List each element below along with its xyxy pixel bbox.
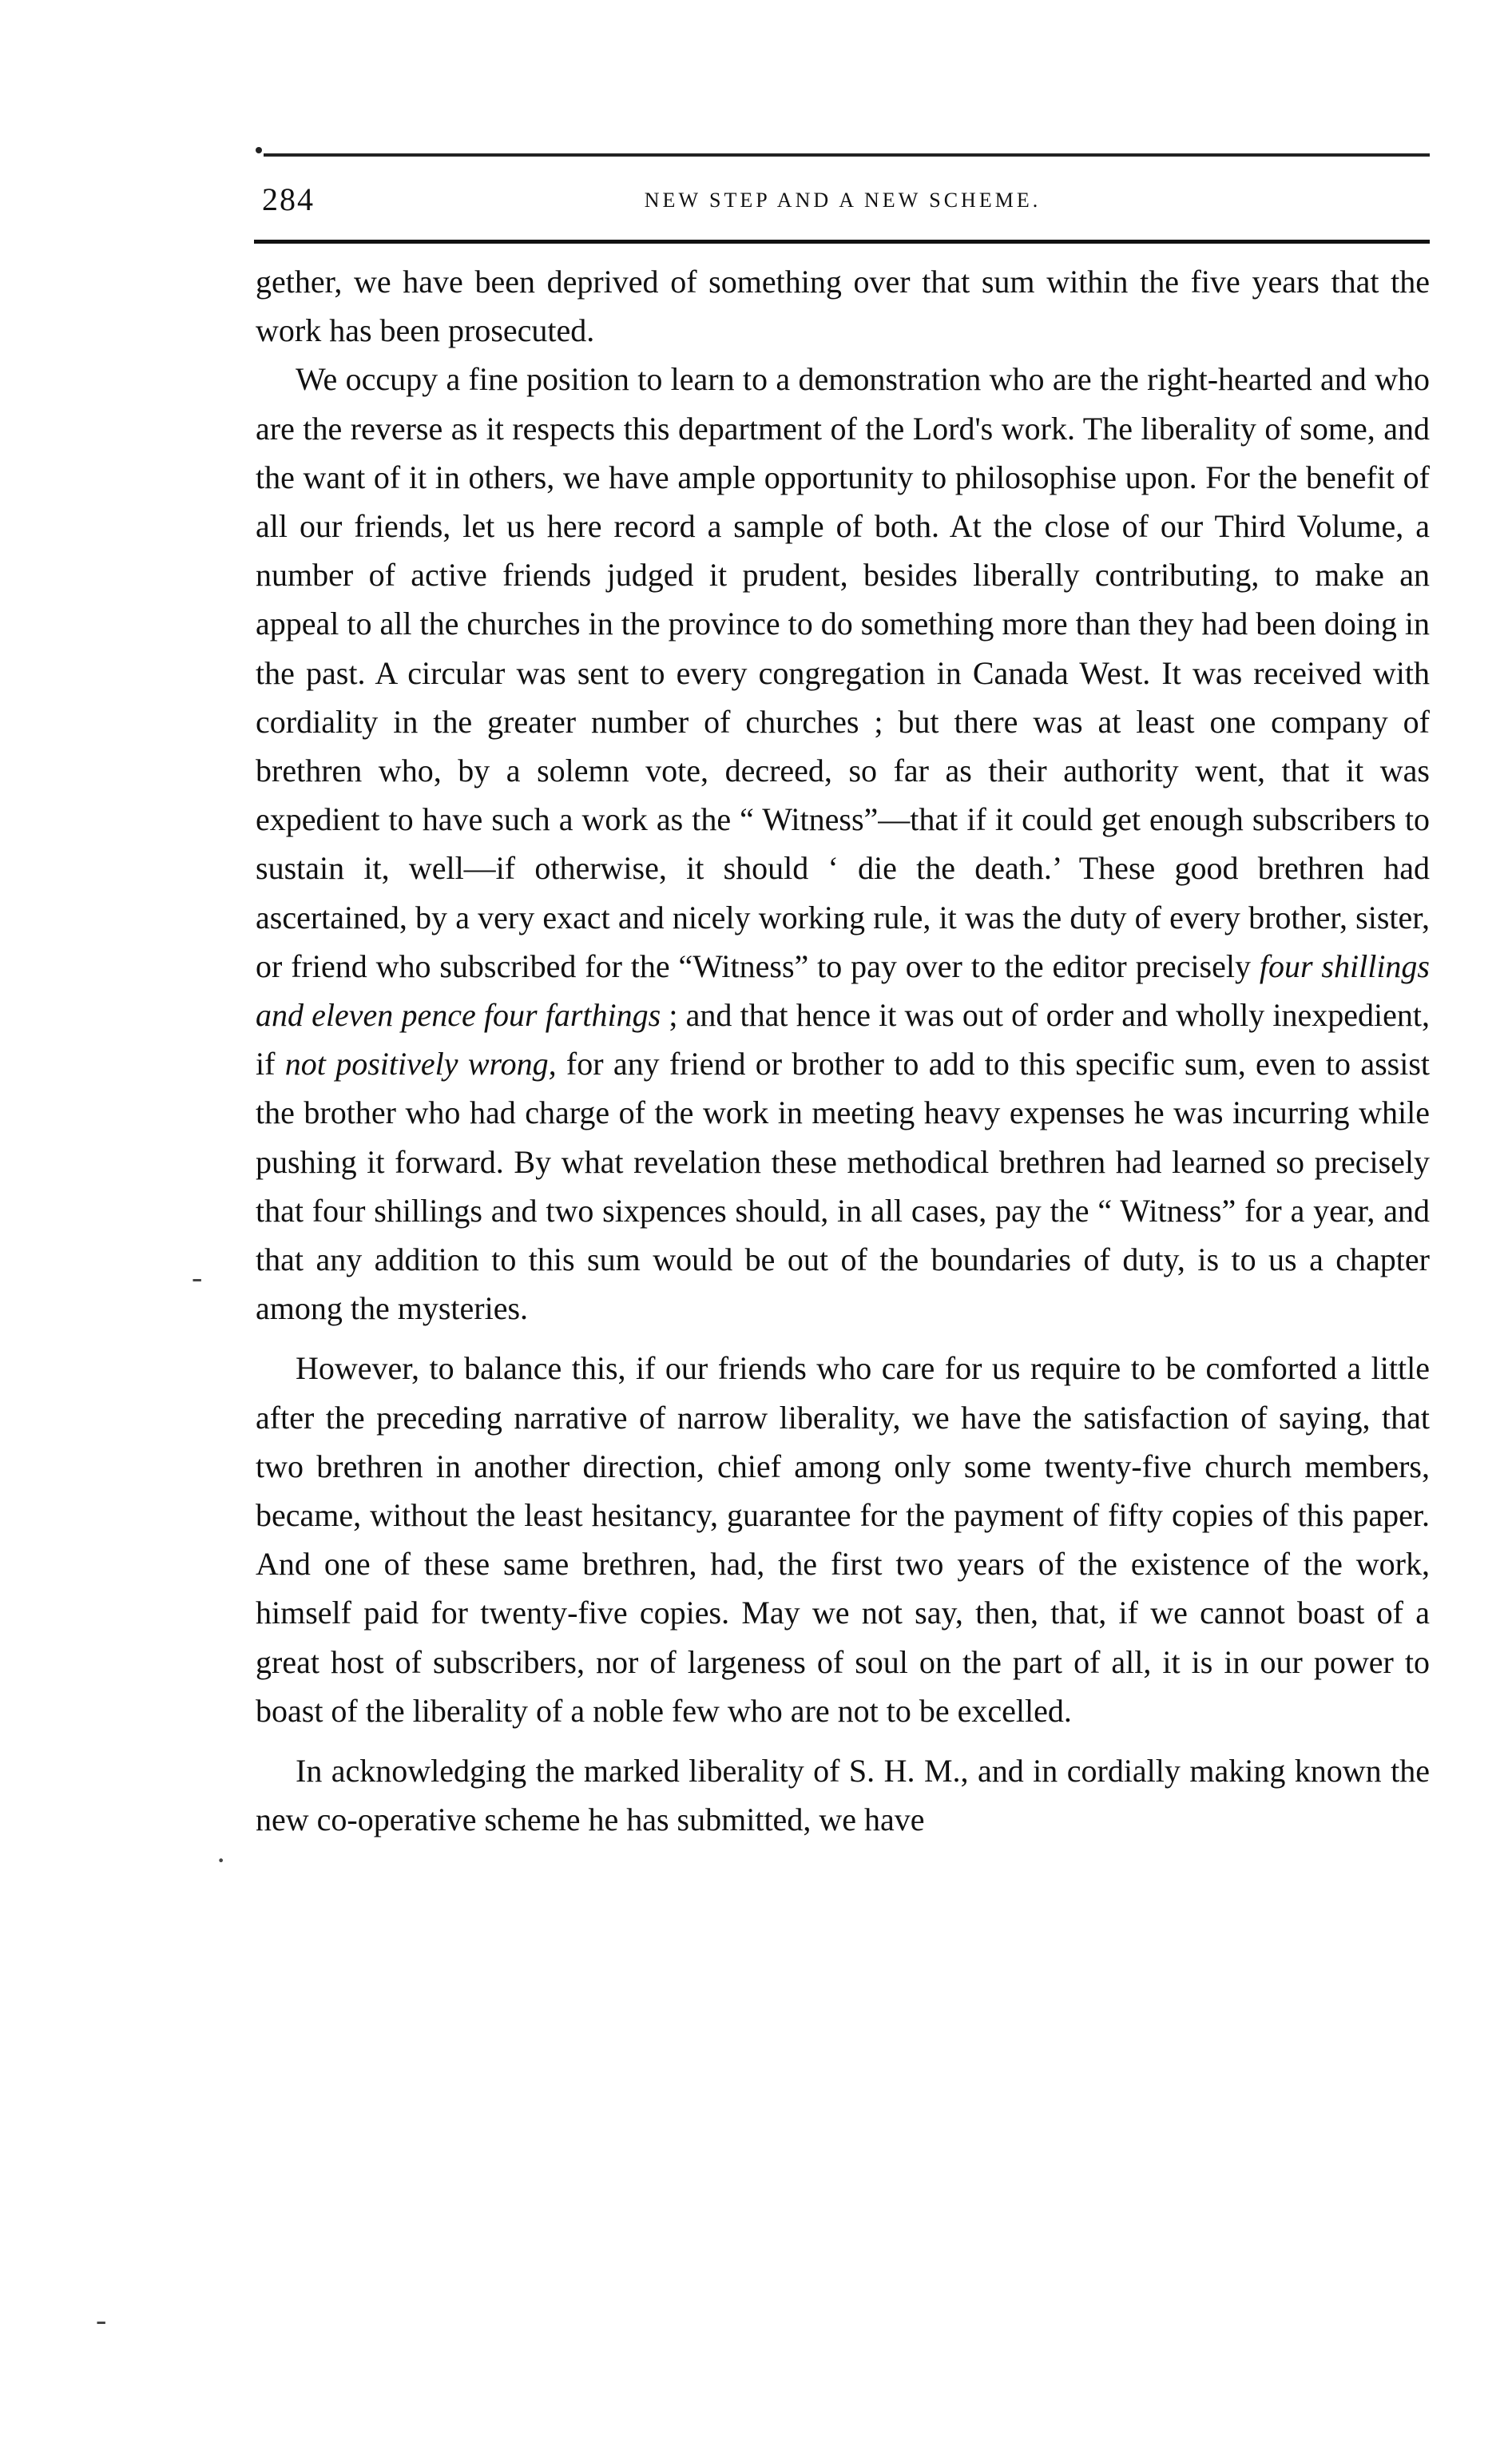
page-number: 284	[262, 181, 315, 217]
page-header	[256, 174, 1430, 222]
paragraph-2-italic-2: not positively wrong,	[284, 1046, 557, 1082]
margin-dot-mark: ·	[216, 1842, 227, 1878]
paragraph-2	[256, 355, 1430, 1333]
paragraph-2-part-3: for any friend or brother to add to this specific sum, even to assist the brother who had charge of the work in meeting heavy expenses he was incurring while pushing it forward. By what revelation these methodical brethren had learned so precisely that four shillings and two sixpences should, in all cases, pay the “ Witness” for a year, and that any addition to this sum would be out of the boundaries of duty, is to us a chapter among the mysteries.	[256, 1046, 1431, 1327]
header-rule	[254, 240, 1430, 244]
paragraph-2-part-2: ; and that hence it was out of order and wholly inexpedient, if	[256, 997, 1430, 1082]
margin-dash-mark: -	[192, 1259, 203, 1295]
paragraph-3: However, to balance this, if our friends who care for us require to be comforted a little after the preceding narrative of narrow liberality, we have the satisfaction of saying, that two brethren in another direction, chief among only some twenty-five church members, became, without the least hesitancy, guarantee for the payment of fifty copies of this paper. And one of these same brethren, had, the first two years of the existence of the work, himself paid for twenty-five copies. May we not say, then, that, if we cannot boast of a great host of subscribers, nor of largeness of soul on the part of all, it is in our power to boast of the liberality of a noble few who are not to be excelled.	[256, 1350, 1430, 1729]
margin-dash-mark-lower: -	[96, 2302, 107, 2338]
paragraph-4: In acknowledging the marked liberality of S. H. M., and in cordially making known the new co-operative scheme he has submitted, we have	[256, 1753, 1430, 1838]
body-text	[256, 257, 1430, 1845]
paragraph-2-italic-1: four shillings and eleven pence four farthings	[256, 947, 1430, 1034]
running-head: NEW STEP AND A NEW SCHEME.	[644, 189, 1042, 212]
paragraph-1: gether, we have been deprived of something over that sum within the five years that the work has been prosecuted.	[256, 264, 1430, 349]
paragraph-2-part-1: We occupy a fine position to learn to a demonstration who are the right-hearted and who are the reverse as it respects this department of the Lord's work. The liberality of some, and the want of it in others, we have ample opportunity to philosophise upon. For the benefit of all our friends, let us here record a sample of both. At the close of our Third Volume, a number of active friends judged it prudent, besides liberally contributing, to make an appeal to all the churches in the province to do something more than they had been doing in the past. A circular was sent to every congregation in Canada West. It was received with cordiality in the greater number of churches ; but there was at least one company of brethren who, by a solemn vote, decreed, so far as their authority went, that it was expedient to have such a work as the “ Witness”—that if it could get enough subscribers to sustain it, well—if otherwise, it should ‘ die the death.’ These good brethren had ascertained, by a very exact and nicely working rule, it was the duty of every brother, sister, or friend who subscribed for the “Witness” to pay over to the editor precisely	[256, 361, 1430, 984]
top-rule	[264, 153, 1430, 157]
